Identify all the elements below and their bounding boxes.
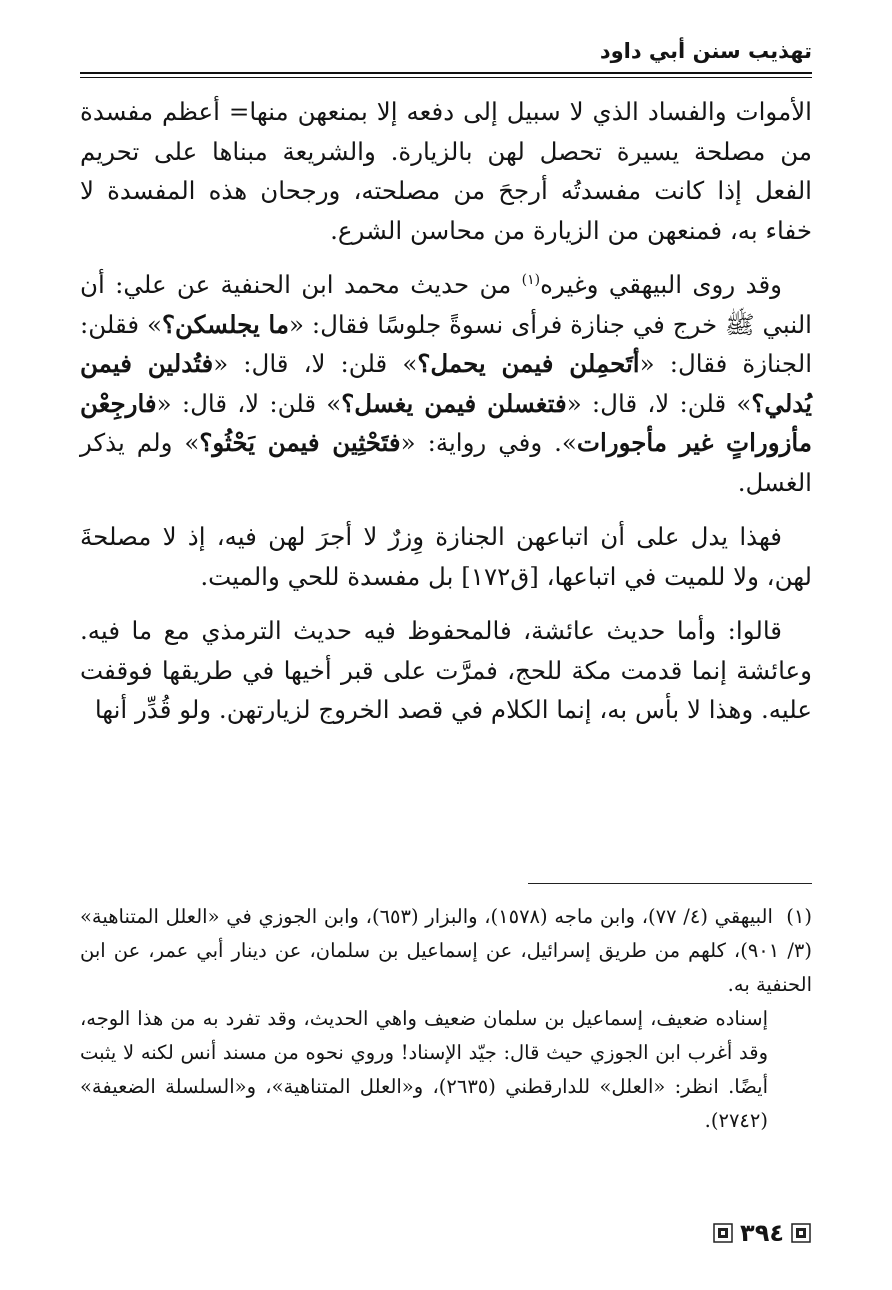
paragraph-1: الأموات والفساد الذي لا سبيل إلى دفعه إلا بمنعهن منها= أعظم مفسدة من مصلحة يسيرة تحصل لهن بالزيارة. والشريعة مبناها على تحريم الفعل إذا كانت مفسدتُه أرجحَ من مصلحته، ورجحان هذه المفسدة لا خفاء به، فمنعهن من الزيارة من محاسن الشرع. [80, 97, 812, 245]
paragraph-2-part-b: من حديث محمد ابن الحنفية عن علي: أن النبي ﷺ خرج في جنازة فرأى نسوةً جلوسًا فقال: « [80, 270, 812, 339]
hadith-quote-3: فتُدلين فيمن يُدلي؟ [80, 349, 812, 418]
hadith-quote-4: فتغسلن فيمن يغسل؟ [341, 388, 567, 418]
hadith-quote-5: فارجِعْن مأزوراتٍ غير مأجورات [80, 388, 812, 457]
paragraph-2-part-d: » قلن: لا، قال: « [213, 349, 418, 378]
paragraph-2-part-g: ». وفي رواية: « [400, 428, 577, 457]
footnote-paragraph-1 [80, 900, 812, 1002]
header-rule-thick [80, 72, 812, 74]
ornament-icon [712, 1222, 734, 1244]
footnote-text-1: البيهقي (٤/ ٧٧)، وابن ماجه (١٥٧٨)، والبزار (٦٥٣)، وابن الجوزي في «العلل المتناهية» (٣/ ٩٠١)، كلهم من طريق إسرائيل، عن إسماعيل بن سلمان، عن دينار أبي عمر، عن ابن الحنفية به. [80, 905, 812, 996]
running-header-title: تهذيب سنن أبي داود [599, 39, 812, 63]
header-rule-thin [80, 77, 812, 78]
page-number: ٣٩٤ [740, 1219, 784, 1247]
paragraph-2-part-e: » قلن: لا، قال: « [566, 388, 752, 418]
paragraph-2-part-h: » ولم يذكر الغسل. [80, 428, 812, 497]
paragraph-2-part-a: وقد روى البيهقي وغيره [540, 270, 782, 299]
main-text [80, 92, 812, 730]
paragraph-2-part-f: » قلن: لا، قال: « [156, 388, 342, 418]
footnote-paragraph-2: إسناده ضعيف، إسماعيل بن سلمان ضعيف واهي الحديث، وقد تفرد به من هذا الوجه، وقد أغرب ابن الجوزي حيث قال: جيّد الإسناد! وروي نحوه من مسند أنس لكنه لا يثبت أيضًا. انظر: «العلل» للدارقطني (٢٦٣٥)، و«العلل المتناهية»، و«السلسلة الضعيفة» (٢٧٤٢). [80, 1007, 768, 1132]
paragraph-4: قالوا: وأما حديث عائشة، فالمحفوظ فيه حديث الترمذي مع ما فيه. وعائشة إنما قدمت مكة للحج، فمرَّت على قبر أخيها في طريقها فوقفت عليه. وهذا لا بأس به، إنما الكلام في قصد الخروج لزيارتهن. ولو قُدِّر أنها [80, 616, 812, 724]
footnote-reference[interactable]: (١) [521, 271, 541, 288]
paragraph-2 [80, 265, 812, 502]
page-number-block [712, 1218, 812, 1248]
hadith-quote-6: فتَحْثِين فيمن يَحْثُو؟ [199, 428, 401, 457]
paragraph-3: فهذا يدل على أن اتباعهن الجنازة وِزرٌ لا أجرَ لهن فيه، إذ لا مصلحةَ لهن، ولا للميت في اتباعها، [ق١٧٢] بل مفسدة للحي والميت. [80, 522, 812, 591]
footnote-separator [528, 883, 812, 884]
paragraph-2-part-c: » فقلن: الجنازة فقال: « [80, 309, 813, 378]
hadith-quote-2: أتَحمِلن فيمن يحمل؟ [417, 349, 640, 378]
ornament-icon [790, 1222, 812, 1244]
footnote [80, 900, 812, 1138]
footnote-number: (١) [786, 905, 812, 928]
hadith-quote-1: ما يجلسكن؟ [161, 309, 289, 339]
